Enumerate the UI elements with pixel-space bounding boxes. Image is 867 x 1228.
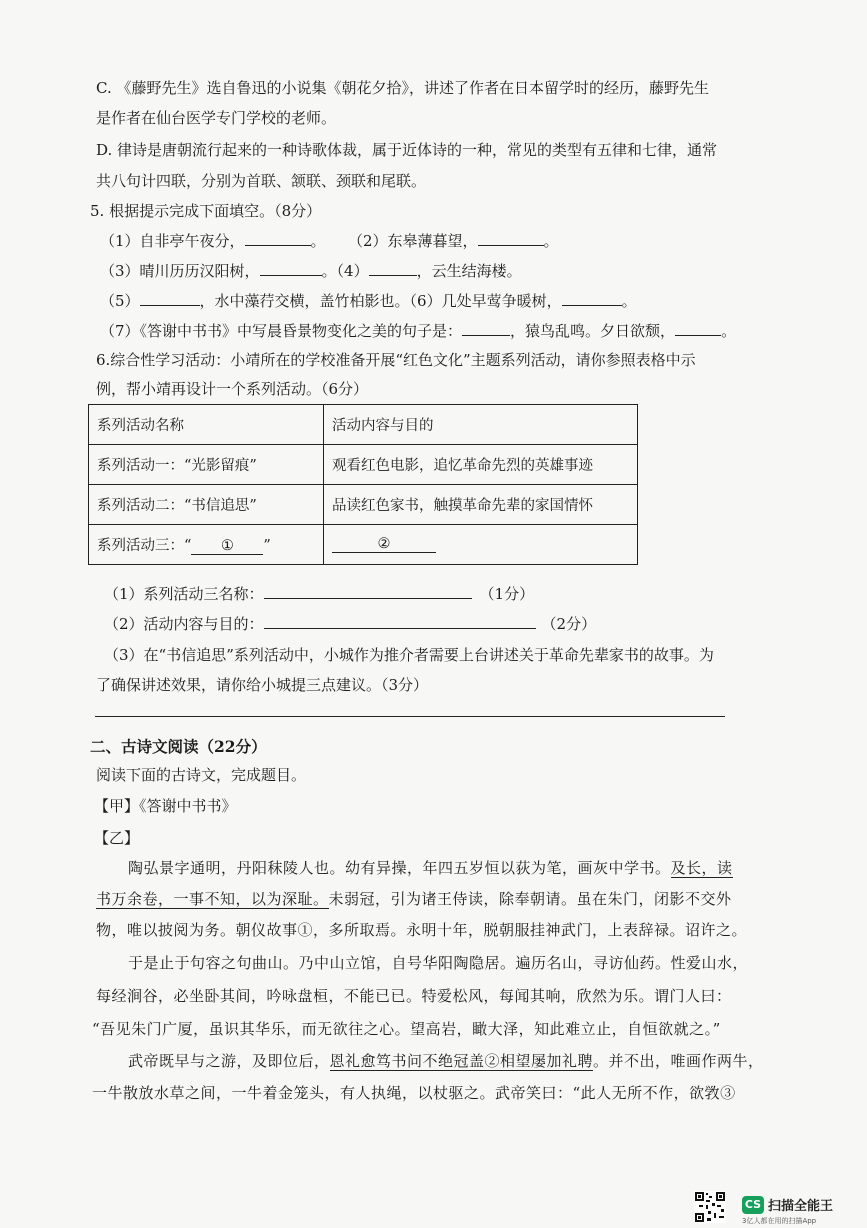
q6-line1: 6.综合性学习活动：小靖所在的学校准备开展“红色文化”主题系列活动，请你参照表格中示 — [96, 351, 696, 369]
scanner-watermark — [694, 1196, 854, 1225]
q5-item-5-6: （5） ，水中藻荇交横，盖竹柏影也。（6）几处早莺争暖树， 。 — [100, 292, 637, 310]
q5-item-2: （2）东皋薄暮望， 。 — [348, 232, 559, 250]
q6-sub2: （2）活动内容与目的： （2分） — [104, 615, 597, 633]
option-c-line1: C. 《藤野先生》选自鲁迅的小说集《朝花夕拾》，讲述了作者在日本留学时的经历，藤野先生 — [96, 79, 709, 97]
answer-blank[interactable] — [675, 335, 721, 336]
q5-title: 5. 根据提示完成下面填空。（8分） — [90, 202, 322, 220]
table-row — [89, 445, 638, 485]
answer-blank[interactable] — [264, 598, 472, 599]
brand-name: 扫描全能王 — [768, 1199, 834, 1214]
answer-blank[interactable] — [264, 628, 536, 629]
q6-sub3-line1: （3）在“书信追思”系列活动中，小城作为推介者需要上台讲述关于革命先辈家书的故事。为 — [104, 646, 714, 664]
activity-table — [88, 404, 638, 565]
table-cell: 系列活动一：“光影留痕” — [89, 445, 324, 485]
passage-p3-l1: 武帝既早与之游，及即位后，恩礼愈笃书问不绝冠盖②相望屡加礼聘。并不出，唯画作两牛， — [128, 1052, 764, 1070]
camscanner-logo: CS — [742, 1196, 764, 1214]
q5-item-3-4: （3）晴川历历汉阳树， 。（4） ，云生结海楼。 — [100, 262, 522, 280]
answer-blank[interactable] — [462, 335, 510, 336]
option-c-line2: 是作者在仙台医学专门学校的老师。 — [96, 109, 337, 127]
table-cell: 系列活动二：“书信追思” — [89, 485, 324, 525]
section2-title: 二、古诗文阅读（22分） — [90, 737, 267, 756]
table-row — [89, 485, 638, 525]
table-header-cell: 系列活动名称 — [89, 405, 324, 445]
option-d-line1: D. 律诗是唐朝流行起来的一种诗歌体裁，属于近体诗的一种，常见的类型有五律和七律，通常 — [96, 141, 718, 159]
q5-item-7: （7）《答谢中书书》中写晨昏景物变化之美的句子是： ，猿鸟乱鸣。夕日欲颓， 。 — [100, 322, 737, 340]
table-cell: 系列活动三：“ ① ” — [89, 525, 324, 565]
qr-code-icon — [694, 1191, 726, 1223]
brand-tagline: 3亿人都在用的扫描App — [742, 1217, 817, 1225]
table-header-cell: 活动内容与目的 — [324, 405, 638, 445]
table-cell: 观看红色电影，追忆革命先烈的英雄事迹 — [324, 445, 638, 485]
answer-blank[interactable] — [369, 275, 417, 276]
q6-sub3-line2: 了确保讲述效果，请你给小城提三点建议。（3分） — [96, 676, 429, 694]
answer-blank[interactable] — [562, 305, 622, 306]
table-header-row — [89, 405, 638, 445]
passage-p2-l3: “吾见朱门广厦，虽识其华乐，而无欲往之心。望高岩，瞰大泽，知此难立止，自恒欲就之。” — [92, 1020, 721, 1038]
passage-p1-l3: 物，唯以披阅为务。朝仪故事①，多所取焉。永明十年，脱朝服挂神武门，上表辞禄。诏许之。 — [96, 921, 748, 939]
table-cell — [324, 525, 638, 565]
passage-yi-label: 【乙】 — [94, 829, 140, 847]
activity-content-blank[interactable]: ② — [332, 536, 436, 553]
answer-blank[interactable] — [140, 305, 200, 306]
answer-blank[interactable] — [245, 245, 311, 246]
q6-line2: 例，帮小靖再设计一个系列活动。（6分） — [96, 380, 369, 398]
activity-name-blank[interactable]: ① — [191, 538, 263, 555]
answer-line[interactable] — [95, 716, 725, 717]
table-cell: 品读红色家书，触摸革命先辈的家国情怀 — [324, 485, 638, 525]
table-row — [89, 525, 638, 565]
section2-instruction: 阅读下面的古诗文，完成题目。 — [96, 766, 307, 784]
answer-blank[interactable] — [478, 245, 544, 246]
passage-p3-l2: 一牛散放水草之间，一牛着金笼头，有人执绳，以杖驱之。武帝笑曰：“此人无所不作，欲敩③ — [92, 1084, 736, 1102]
answer-blank[interactable] — [260, 275, 322, 276]
passage-p2-l2: 每经涧谷，必坐卧其间，吟咏盘桓，不能已已。特爱松风，每闻其响，欣然为乐。谓门人曰： — [96, 987, 732, 1005]
passage-p1-l2: 书万余卷，一事不知，以为深耻。未弱冠，引为诸王侍读，除奉朝请。虽在朱门，闭影不交外 — [96, 890, 732, 908]
passage-p1-l1: 陶弘景字通明，丹阳秣陵人也。幼有异操，年四五岁恒以荻为笔，画灰中学书。及长，读 — [128, 859, 733, 877]
q5-item-1: （1）自非亭午夜分， 。 — [100, 232, 326, 250]
passage-jia-label: 【甲】《答谢中书书》 — [94, 797, 237, 815]
passage-p2-l1: 于是止于句容之句曲山。乃中山立馆，自号华阳陶隐居。遍历名山，寻访仙药。性爱山水， — [128, 954, 749, 972]
option-d-line2: 共八句计四联，分别为首联、颔联、颈联和尾联。 — [96, 172, 427, 190]
q6-sub1: （1）系列活动三名称： （1分） — [104, 585, 535, 603]
